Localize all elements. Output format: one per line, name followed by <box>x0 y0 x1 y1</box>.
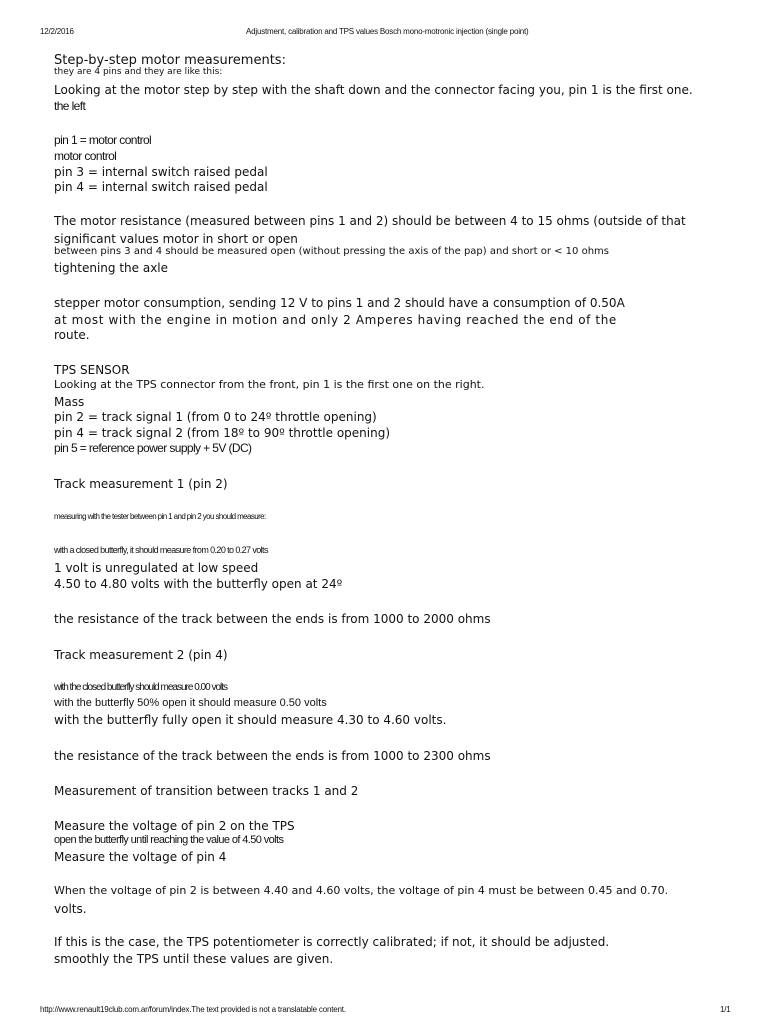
text-line: pin 2 = track signal 1 (from 0 to 24º throttle opening) <box>54 410 377 424</box>
page-number: 1/1 <box>720 1005 731 1014</box>
text-line: open the butterfly until reaching the value of 4.50 volts <box>54 834 284 846</box>
section-heading-track-2: Track measurement 2 (pin 4) <box>54 648 228 662</box>
text-line: Looking at the motor step by step with the shaft down and the connector facing you, pin 1 is the first one. <box>54 83 693 97</box>
header-title: Adjustment, calibration and TPS values Bosch mono-motronic injection (single point) <box>246 27 529 36</box>
text-line: the resistance of the track between the ends is from 1000 to 2000 ohms <box>54 612 491 626</box>
text-line: pin 5 = reference power supply + 5V (DC) <box>54 441 252 455</box>
section-heading-track-1: Track measurement 1 (pin 2) <box>54 477 228 491</box>
text-line: significant values motor in short or open <box>54 232 298 246</box>
text-line: pin 4 = track signal 2 (from 18º to 90º throttle opening) <box>54 426 391 440</box>
text-line: the left <box>54 99 86 113</box>
text-line: the resistance of the track between the ends is from 1000 to 2300 ohms <box>54 749 491 763</box>
text-line: If this is the case, the TPS potentiometer is correctly calibrated; if not, it should be adjusted. <box>54 935 610 949</box>
section-heading-stepper: Step-by-step motor measurements: <box>54 53 286 68</box>
text-line: motor control <box>54 149 117 163</box>
text-line: with a closed butterfly, it should measure from 0.20 to 0.27 volts <box>54 545 268 555</box>
text-line: route. <box>54 328 90 342</box>
text-line: with the closed butterfly should measure 0.00 volts <box>54 682 228 693</box>
text-line: Mass <box>54 395 85 409</box>
text-line: The motor resistance (measured between pins 1 and 2) should be between 4 to 15 ohms (outside of that <box>54 214 686 228</box>
text-line: with the butterfly 50% open it should measure 0.50 volts <box>54 697 327 709</box>
section-heading-transition: Measurement of transition between tracks 1 and 2 <box>54 784 359 798</box>
text-line: pin 1 = motor control <box>54 133 152 147</box>
text-line: tightening the axle <box>54 261 169 275</box>
text-line: measuring with the tester between pin 1 and pin 2 you should measure: <box>54 512 266 521</box>
text-line: Measure the voltage of pin 2 on the TPS <box>54 819 295 833</box>
text-line: at most with the engine in motion and only 2 Amperes having reached the end of the <box>54 313 617 327</box>
text-line: Looking at the TPS connector from the front, pin 1 is the first one on the right. <box>54 378 485 391</box>
text-line: When the voltage of pin 2 is between 4.40 and 4.60 volts, the voltage of pin 4 must be between 0.45 and 0.70. <box>54 884 669 897</box>
text-line: pin 4 = internal switch raised pedal <box>54 180 268 194</box>
text-line: between pins 3 and 4 should be measured open (without pressing the axis of the pap) and short or < 10 ohms <box>54 246 609 257</box>
text-line: pin 3 = internal switch raised pedal <box>54 165 268 179</box>
header-date: 12/2/2016 <box>40 27 74 36</box>
text-line: smoothly the TPS until these values are given. <box>54 952 334 966</box>
footer-url[interactable]: http://www.renault19club.com.ar/forum/index.The text provided is not a translatable content. <box>40 1005 346 1014</box>
text-line: Measure the voltage of pin 4 <box>54 850 227 864</box>
text-line: volts. <box>54 902 87 916</box>
text-line: stepper motor consumption, sending 12 V to pins 1 and 2 should have a consumption of 0.50A <box>54 296 625 310</box>
section-heading-tps: TPS SENSOR <box>54 363 130 377</box>
text-line: 1 volt is unregulated at low speed <box>54 561 259 575</box>
text-line: they are 4 pins and they are like this: <box>54 67 223 77</box>
text-line: with the butterfly fully open it should measure 4.30 to 4.60 volts. <box>54 713 447 727</box>
text-line: 4.50 to 4.80 volts with the butterfly open at 24º <box>54 577 343 591</box>
